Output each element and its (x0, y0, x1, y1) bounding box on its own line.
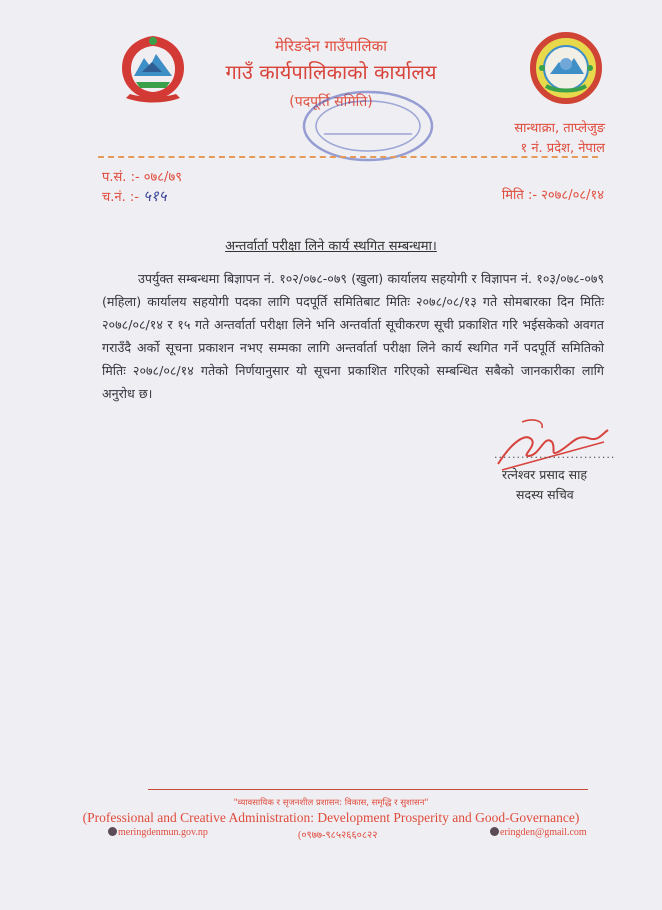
committee-name: (पदपूर्ति समिति) (289, 94, 373, 110)
globe-icon (108, 827, 117, 836)
date-label: मिति :- (501, 188, 538, 203)
signatory-name: रत्नेश्वर प्रसाद साह (502, 467, 587, 482)
body-text: उपर्युक्त सम्बन्धमा बिज्ञापन नं. १०२/०७८-०७९ (खुला) कार्यालय सहयोगी र विज्ञापन नं. १०३/०७८-०७९ (महिला) कार्यालय सहयोगी पदका लागि पदपूर्ति समितिबाट मितिः २०७८/०८/१३ गते सोमबारका दिन मितिः २०७८/०८/१४ र १५ गते अन्तर्वार्ता परीक्षा लिने भनि अन्तर्वार्ता सूचीकरण सूची प्रकाशित गरि भईसकेको अवगत गराउँदै अर्को सूचना प्रकाशन नभए सम्मका लागि अन्तर्वार्ता परीक्षा लिने कार्य स्थगित गर्ने पदपूर्ति समितिको मितिः २०७८/०८/१४ गतेको निर्णयानुसार यो सूचना प्रकाशित गरिएको सम्बन्धित सबैको जानकारीका लागि अनुरोध छ। (102, 271, 604, 401)
subject-text: अन्तर्वार्ता परीक्षा लिने कार्य स्थगित सम्बन्धमा। (225, 239, 437, 254)
chalani-value: ५१५ (143, 187, 167, 205)
footer-divider (148, 789, 588, 790)
office-name: गाउँ कार्यपालिकाको कार्यालय (225, 60, 437, 84)
patra-label: प.सं. :- (102, 170, 140, 185)
patra-sankhya (102, 167, 182, 185)
address-line-1: सान्थाक्रा, ताप्लेजुङ (514, 121, 605, 136)
header-divider (98, 156, 598, 158)
address-line-2: १ नं. प्रदेश, नेपाल (520, 141, 605, 156)
date-value: २०७८/०८/१४ (541, 188, 604, 203)
letter-body (102, 267, 604, 405)
footer-phone: (०९७७-९८५२६६०८२२ (298, 830, 378, 841)
footer-website (108, 827, 208, 838)
footer-email (490, 827, 587, 838)
chalani-number (102, 186, 167, 206)
patra-value: ०७८/७९ (143, 170, 182, 185)
signature-line: ........................... (494, 448, 616, 461)
letter-subject (0, 236, 662, 254)
email-icon (490, 827, 499, 836)
footer-motto: "व्यावसायिक र सृजनशील प्रशासन: विकास, समृद्धि र सुशासन" (233, 798, 429, 808)
footer-english-motto: (Professional and Creative Administration: Development Prosperity and Good-Governance) (82, 810, 580, 825)
email-text: eringden@gmail.com (500, 827, 587, 838)
website-text: meringdenmun.gov.np (118, 827, 208, 838)
signatory-title: सदस्य सचिव (516, 487, 574, 502)
chalani-label: च.नं. :- (102, 190, 139, 205)
municipality-name: मेरिङदेन गाउँपालिका (274, 37, 388, 55)
letter-date (502, 185, 604, 203)
office-stamp-icon (298, 86, 438, 164)
